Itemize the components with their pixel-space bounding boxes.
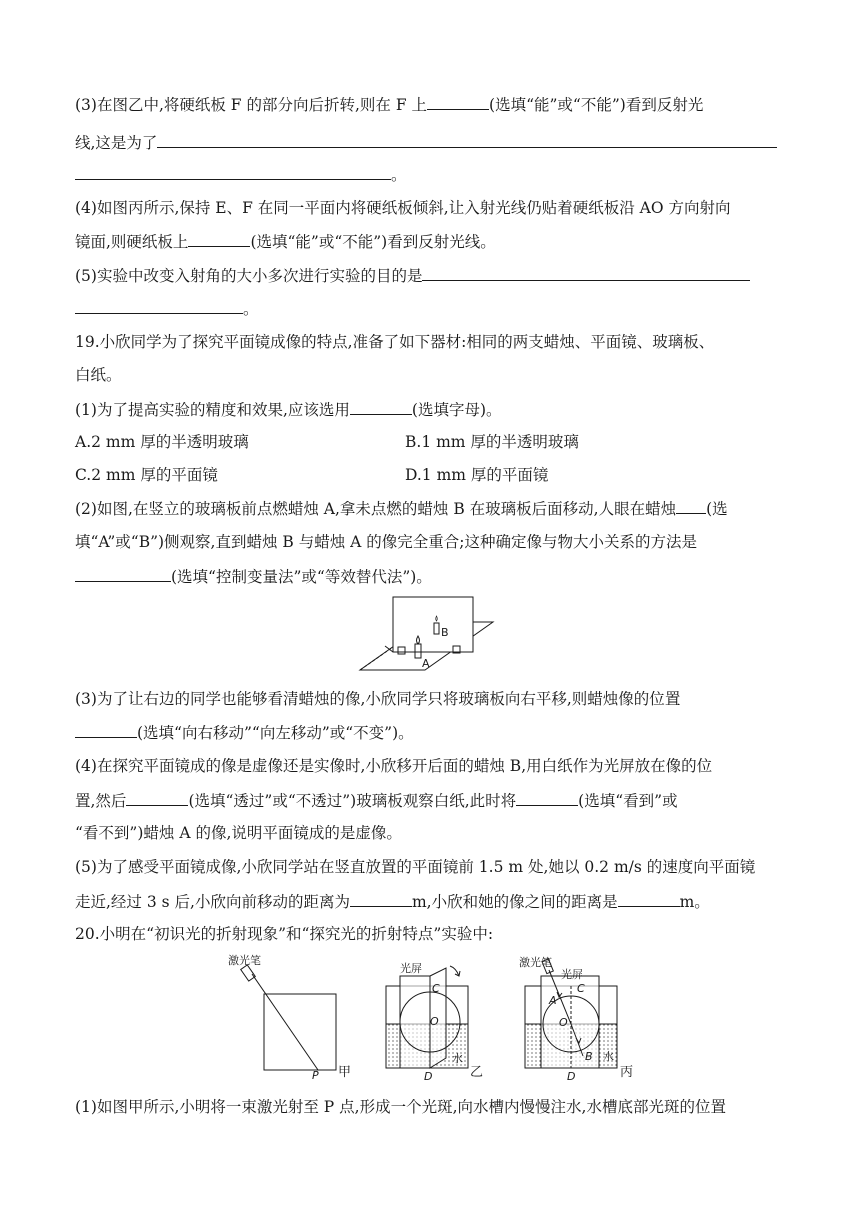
q19-part5-text-a: (5)为了感受平面镜成像,小欣同学站在竖直放置的平面镜前 1.5 m 处,她以 0.2 m/s 的速度向平面镜 [75,858,756,876]
point-p-label: P [312,1069,319,1082]
q19-part4-line2 [75,789,678,812]
water-label: 水 [603,1050,614,1063]
q19-part1-blank[interactable] [350,398,412,415]
q19-stem-line1 [75,331,714,353]
q18-part4-line2 [75,230,496,253]
q20-figure-jia [222,952,362,1082]
laser-label: 激光笔 [228,954,261,967]
q19-part5-blank1[interactable] [350,890,412,907]
q19-option-c[interactable]: C.2 mm 厚的平面镜 [75,466,218,484]
q18-part3-text-c: 线,这是为了 [75,134,158,152]
q19-part2-blank1[interactable] [676,497,706,514]
q18-part4-line1 [75,197,731,219]
q18-part5-line1 [75,264,750,287]
q19-part4-line3 [75,822,402,844]
q19-part2-line1 [75,497,728,520]
q20-stem-line [75,923,493,945]
q19-stem-text-a: 19.小欣同学为了探究平面镜成像的特点,准备了如下器材:相同的两支蜡烛、平面镜、玻璃板、 [75,333,715,351]
q19-part5-text-d: m。 [679,893,710,911]
q18-part3-line1 [75,93,703,116]
q19-part5-text-c: m,小欣和她的像之间的距离是 [411,893,618,911]
laser-label: 激光笔 [519,956,552,969]
screen-label: 光屏 [561,968,583,981]
water-label: 水 [452,1052,463,1065]
glass-plate [393,597,473,652]
q19-part2-line2 [75,531,697,553]
q20-figure-bing [515,952,650,1082]
q19-part5-line1 [75,856,755,878]
q18-part3-blank2[interactable] [157,131,777,148]
q19-part3-text-a: (3)为了让右边的同学也能够看清蜡烛的像,小欣同学只将玻璃板向右平移,则蜡烛像的位置 [75,690,681,708]
q19-option-d[interactable]: D.1 mm 厚的平面镜 [405,466,549,484]
q19-option-a[interactable]: A.2 mm 厚的半透明玻璃 [75,433,249,451]
q19-part2-line3 [75,565,432,588]
point-b-label: B [585,1050,593,1063]
q19-part2-text-b: (选 [706,500,728,518]
q18-part3-line3 [75,163,407,186]
q19-part5-blank2[interactable] [618,890,680,907]
fold-arrow [450,966,459,976]
water-tank [264,994,336,1070]
caption-jia: 甲 [338,1065,352,1080]
q19-part3-text-b: (选填“向右移动”“向左移动”或“不变”)。 [137,724,414,742]
q19-part2-text-a: (2)如图,在竖立的玻璃板前点燃蜡烛 A,拿未点燃的蜡烛 B 在玻璃板后面移动,人眼在蜡烛 [75,500,677,518]
q19-stem-line2 [75,364,122,386]
q20-stem-text: 20.小明在“初识光的折射现象”和“探究光的折射特点”实验中: [75,925,494,943]
screen-label: 光屏 [400,962,422,975]
point-c-label: C [577,982,585,995]
q19-part2-blank2[interactable] [75,565,171,582]
q18-part5-end: 。 [243,300,259,318]
q19-part3-line1 [75,688,680,710]
point-o-label: O [430,1015,439,1028]
q19-stem-text-b: 白纸。 [75,366,122,384]
point-o-label: O [559,1016,568,1029]
q19-part1-end: (选填字母)。 [411,401,502,419]
q18-part4-blank[interactable] [188,230,250,247]
q19-part4-blank2[interactable] [516,789,578,806]
screen-left-half [400,976,430,1068]
label-b: B [441,626,449,639]
q19-part4-line1 [75,755,712,777]
q19-part5-text-b: 走近,经过 3 s 后,小欣向前移动的距离为 [75,893,350,911]
point-c-label: C [432,982,440,995]
q18-part5-line2 [75,297,259,320]
q19-part5-line2 [75,890,710,913]
q19-part4-text-d: (选填“看到”或 [578,792,678,810]
q19-part4-text-e: “看不到”)蜡烛 A 的像,说明平面镜成的是虚像。 [75,824,402,842]
q19-option-b[interactable]: B.1 mm 厚的半透明玻璃 [405,433,579,451]
q20-figure-yi [380,952,500,1082]
q19-part1-line [75,398,502,421]
point-a-label: A [549,994,557,1007]
q19-part4-text-a: (4)在探究平面镜成的像是虚像还是实像时,小欣移开后面的蜡烛 B,用白纸作为光屏放在像的位 [75,757,713,775]
label-a: A [422,657,430,670]
q18-part3-blank3[interactable] [75,163,391,180]
q18-part4-text-a: (4)如图丙所示,保持 E、F 在同一平面内将硬纸板倾斜,让入射光线仍贴着硬纸板沿 AO 方向射向 [75,199,731,217]
q18-part3-blank1[interactable] [427,93,489,110]
q20-part1-line [75,1096,726,1118]
point-d-label: D [424,1070,433,1083]
q18-part3-end: 。 [391,166,407,184]
q18-part4-text-c: (选填“能”或“不能”)看到反射光线。 [250,233,496,251]
q19-glass-plate-figure [355,592,505,682]
q18-part3-text-b: (选填“能”或“不能”)看到反射光 [489,96,704,114]
caption-bing: 丙 [620,1065,634,1080]
q19-part2-text-c: 填“A”或“B”)侧观察,直到蜡烛 B 与蜡烛 A 的像完全重合;这种确定像与物大小关系的方法是 [75,533,697,551]
q19-part3-blank[interactable] [75,721,137,738]
q20-part1-text: (1)如图甲所示,小明将一束激光射至 P 点,形成一个光斑,向水槽内慢慢注水,水槽底部光斑的位置 [75,1098,726,1116]
caption-yi: 乙 [470,1065,484,1080]
q18-part3-text-a: (3)在图乙中,将硬纸板 F 的部分向后折转,则在 F 上 [75,96,428,114]
q18-part3-line2 [75,131,777,154]
laser-pen [241,965,256,981]
q19-part2-text-d: (选填“控制变量法”或“等效替代法”)。 [171,568,432,586]
laser-beam [252,974,318,1070]
q19-part4-text-c: (选填“透过”或“不透过”)玻璃板观察白纸,此时将 [188,792,517,810]
point-d-label: D [567,1070,576,1083]
q18-part5-text-a: (5)实验中改变入射角的大小多次进行实验的目的是 [75,267,423,285]
q18-part5-blank1[interactable] [422,264,750,281]
q18-part5-blank2[interactable] [75,297,243,314]
q19-part4-text-b: 置,然后 [75,792,127,810]
q18-part4-text-b: 镜面,则硬纸板上 [75,233,189,251]
q19-part4-blank1[interactable] [126,789,188,806]
q19-part1-text: (1)为了提高实验的精度和效果,应该选用 [75,401,350,419]
q19-part3-line2 [75,721,414,744]
